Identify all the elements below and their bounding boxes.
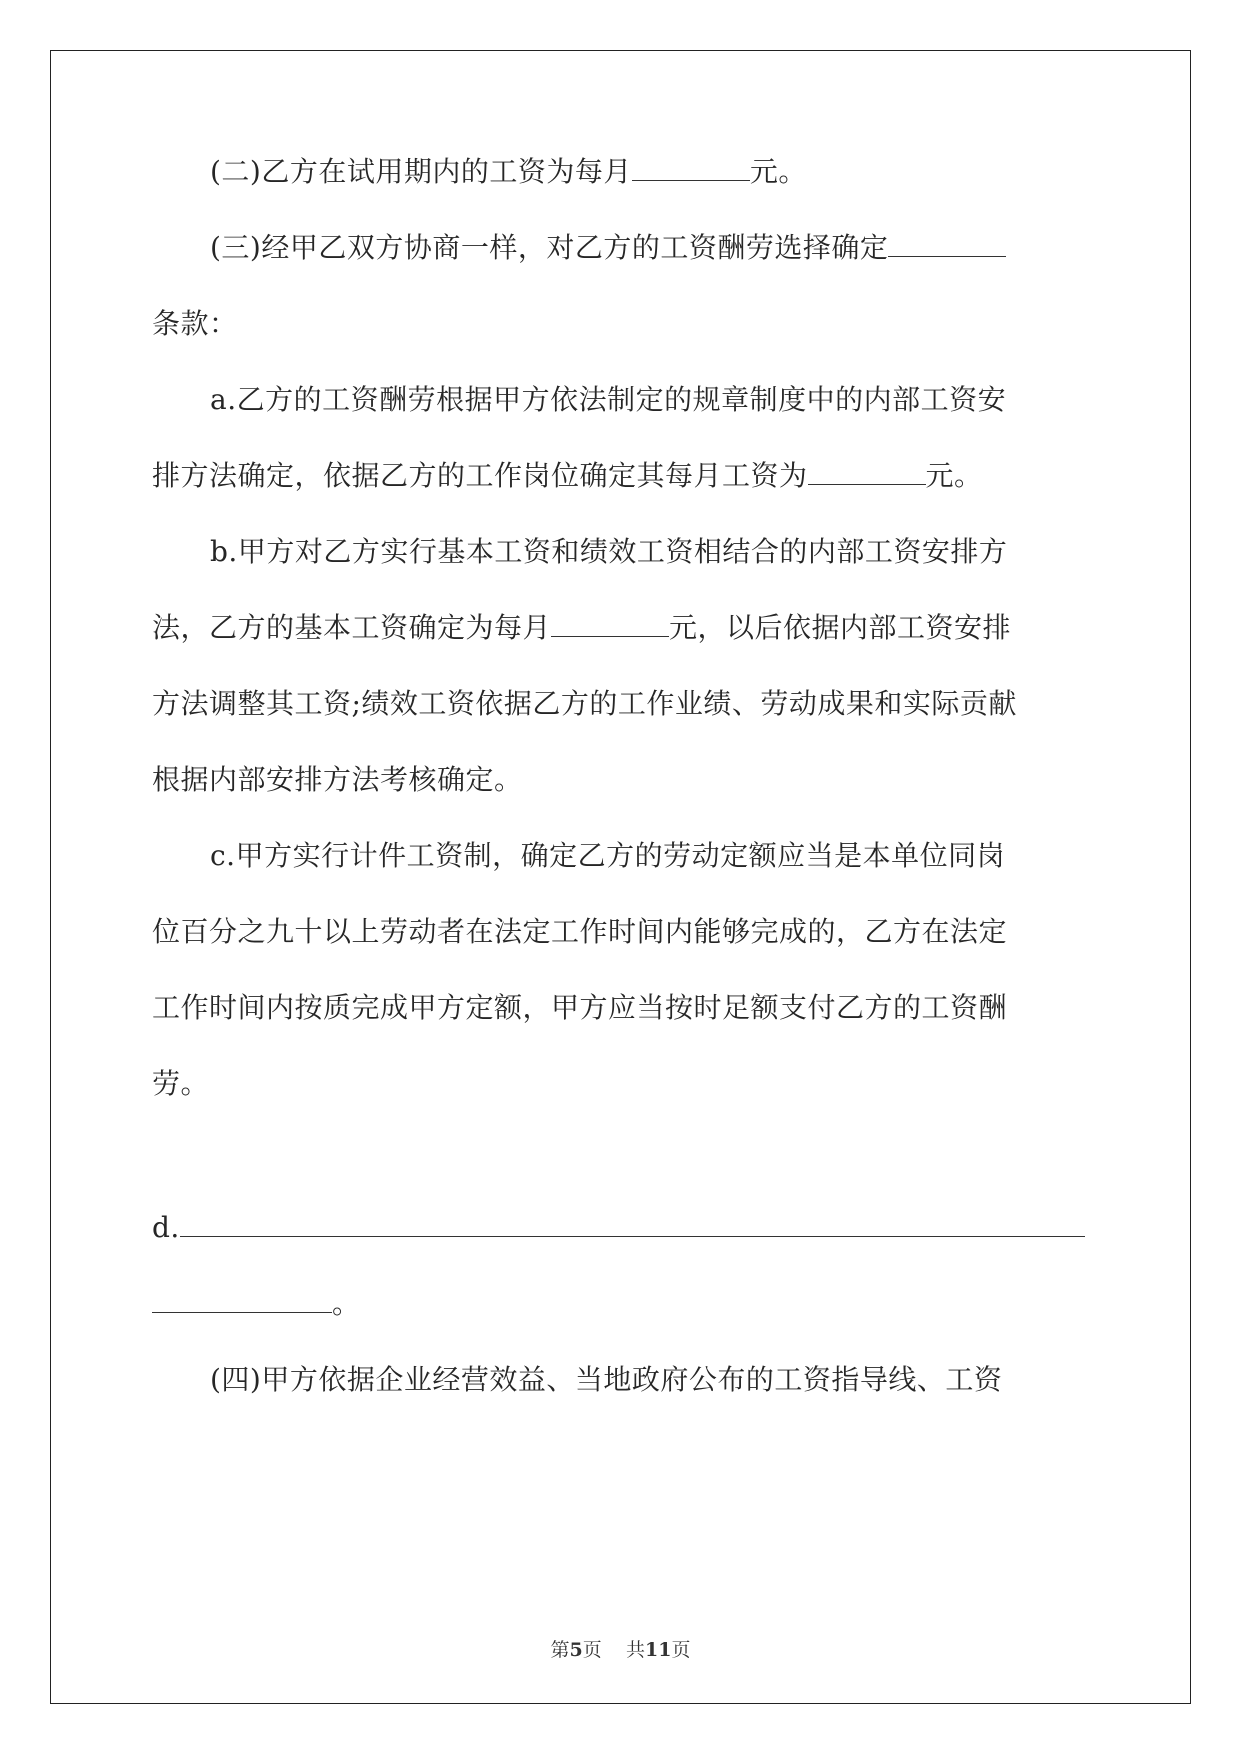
total-pages: 11 — [644, 1639, 672, 1661]
clause-2-line — [210, 154, 1150, 190]
item-d-blank-2 — [152, 1308, 332, 1313]
item-a-line-1 — [210, 382, 1150, 418]
item-b-text-2: 法，乙方的基本工资确定为每月 — [152, 611, 552, 644]
monthly-wage-blank — [808, 480, 926, 485]
option-blank — [888, 252, 1006, 257]
item-d-end: 。 — [332, 1287, 361, 1320]
item-c-text-3: 工作时间内按质完成甲方定额，甲方应当按时足额支付乙方的工资酬 — [152, 991, 1008, 1024]
item-d-blank-1 — [180, 1232, 1085, 1237]
item-c-line-4 — [152, 1066, 1092, 1102]
item-b-text-2-end: 元，以后依据内部工资安排 — [669, 611, 1012, 644]
item-b-line-4 — [152, 762, 1092, 798]
item-b-text-3: 方法调整其工资;绩效工资依据乙方的工作业绩、劳动成果和实际贡献 — [152, 687, 1017, 720]
item-d-line-1 — [152, 1210, 1092, 1246]
item-b-text-1: b.甲方对乙方实行基本工资和绩效工资相结合的内部工资安排方 — [210, 535, 1008, 568]
footer-total-suffix: 页 — [671, 1639, 691, 1661]
item-d-label: d. — [152, 1211, 180, 1244]
base-wage-blank — [551, 632, 669, 637]
clause-2-text: (二)乙方在试用期内的工资为每月 — [210, 155, 632, 188]
footer-total-prefix: 共 — [625, 1639, 645, 1661]
clause-3-line-2 — [152, 306, 1092, 342]
page-footer — [0, 1635, 1241, 1662]
item-c-line-3 — [152, 990, 1092, 1026]
item-a-end: 元。 — [925, 459, 983, 492]
page-border — [50, 50, 1191, 1704]
clause-3-text-2: 条款： — [152, 307, 238, 340]
clause-2-end: 元。 — [749, 155, 807, 188]
item-a-text-1: a.乙方的工资酬劳根据甲方依法制定的规章制度中的内部工资安 — [210, 383, 1007, 416]
footer-page-suffix: 页 — [582, 1639, 602, 1661]
salary-blank — [632, 176, 750, 181]
page-number: 5 — [569, 1639, 583, 1661]
footer-prefix: 第 — [550, 1639, 570, 1661]
item-c-text-2: 位百分之九十以上劳动者在法定工作时间内能够完成的，乙方在法定 — [152, 915, 1008, 948]
item-d-line-2 — [152, 1286, 1092, 1322]
item-a-text-2: 排方法确定，依据乙方的工作岗位确定其每月工资为 — [152, 459, 808, 492]
item-b-line-2 — [152, 610, 1092, 646]
item-b-line-1 — [210, 534, 1150, 570]
item-c-line-1 — [210, 838, 1150, 874]
item-c-text-4: 劳。 — [152, 1067, 210, 1100]
clause-4-line — [210, 1362, 1150, 1398]
clause-4-text: (四)甲方依据企业经营效益、当地政府公布的工资指导线、工资 — [210, 1363, 1003, 1396]
item-b-text-4: 根据内部安排方法考核确定。 — [152, 763, 523, 796]
item-a-line-2 — [152, 458, 1092, 494]
clause-3-line — [210, 230, 1150, 266]
item-b-line-3 — [152, 686, 1092, 722]
item-c-text-1: c.甲方实行计件工资制，确定乙方的劳动定额应当是本单位同岗 — [210, 839, 1006, 872]
item-c-line-2 — [152, 914, 1092, 950]
clause-3-text: (三)经甲乙双方协商一样，对乙方的工资酬劳选择确定 — [210, 231, 889, 264]
